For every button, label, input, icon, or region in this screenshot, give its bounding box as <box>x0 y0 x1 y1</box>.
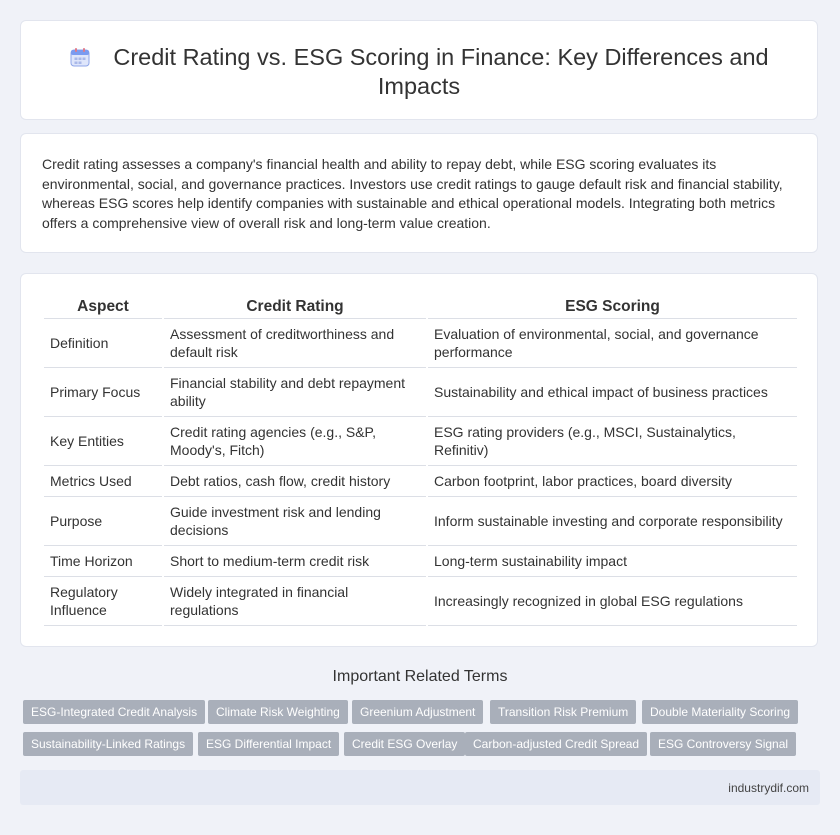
table-row <box>44 546 797 577</box>
related-term-tag[interactable]: Climate Risk Weighting <box>208 700 348 724</box>
footer-site-link[interactable]: industrydif.com <box>728 781 809 795</box>
aspect-cell: Primary Focus <box>44 368 162 417</box>
table-row <box>44 417 797 466</box>
credit-cell: Guide investment risk and lending decisions <box>164 497 426 546</box>
related-term-tag[interactable]: Double Materiality Scoring <box>642 700 798 724</box>
credit-cell: Debt ratios, cash flow, credit history <box>164 466 426 497</box>
header-esg-scoring: ESG Scoring <box>428 296 797 319</box>
aspect-cell: Key Entities <box>44 417 162 466</box>
aspect-cell: Metrics Used <box>44 466 162 497</box>
related-terms-title: Important Related Terms <box>332 668 508 685</box>
esg-cell: Carbon footprint, labor practices, board diversity <box>428 466 797 497</box>
esg-cell: Sustainability and ethical impact of business practices <box>428 368 797 417</box>
intro-text: Credit rating assesses a company's financial health and ability to repay debt, while ESG scoring evaluates its environmental, social, and governance practices. Investors use credit ratings to gauge default risk and financial stability, whereas ESG scores help identify companies with sustainable and ethical operational models. Integrating both metrics offers a comprehensive view of overall risk and long-term value creation. <box>42 156 783 231</box>
related-term-tag[interactable]: Carbon-adjusted Credit Spread <box>465 732 647 756</box>
credit-cell: Assessment of creditworthiness and default risk <box>164 319 426 368</box>
table-row <box>44 577 797 626</box>
aspect-cell: Regulatory Influence <box>44 577 162 626</box>
title-card <box>20 20 818 120</box>
esg-cell: ESG rating providers (e.g., MSCI, Sustainalytics, Refinitiv) <box>428 417 797 466</box>
comparison-table <box>42 296 799 626</box>
aspect-cell: Definition <box>44 319 162 368</box>
esg-cell: Increasingly recognized in global ESG regulations <box>428 577 797 626</box>
table-row <box>44 368 797 417</box>
header-aspect: Aspect <box>44 296 162 319</box>
credit-cell: Credit rating agencies (e.g., S&P, Moody's, Fitch) <box>164 417 426 466</box>
related-term-tag[interactable]: Transition Risk Premium <box>490 700 636 724</box>
table-row <box>44 466 797 497</box>
related-term-tag[interactable]: Sustainability-Linked Ratings <box>23 732 193 756</box>
table-row <box>44 497 797 546</box>
aspect-cell: Purpose <box>44 497 162 546</box>
related-term-tag[interactable]: ESG-Integrated Credit Analysis <box>23 700 205 724</box>
credit-cell: Short to medium-term credit risk <box>164 546 426 577</box>
aspect-cell: Time Horizon <box>44 546 162 577</box>
esg-cell: Evaluation of environmental, social, and governance performance <box>428 319 797 368</box>
credit-cell: Widely integrated in financial regulations <box>164 577 426 626</box>
calendar-icon <box>69 46 91 68</box>
related-term-tag[interactable]: Greenium Adjustment <box>352 700 483 724</box>
intro-card <box>20 133 818 253</box>
esg-cell: Long-term sustainability impact <box>428 546 797 577</box>
comparison-card <box>20 273 818 647</box>
table-row <box>44 319 797 368</box>
related-term-tag[interactable]: ESG Differential Impact <box>198 732 339 756</box>
page-title-wrap <box>61 43 777 101</box>
header-credit-rating: Credit Rating <box>164 296 426 319</box>
credit-cell: Financial stability and debt repayment ability <box>164 368 426 417</box>
related-term-tag[interactable]: ESG Controversy Signal <box>650 732 796 756</box>
related-term-tag[interactable]: Credit ESG Overlay <box>344 732 465 756</box>
page-title: Credit Rating vs. ESG Scoring in Finance: Key Differences and Impacts <box>113 44 769 99</box>
esg-cell: Inform sustainable investing and corporate responsibility <box>428 497 797 546</box>
footer <box>20 770 820 805</box>
table-header-row <box>44 296 797 319</box>
